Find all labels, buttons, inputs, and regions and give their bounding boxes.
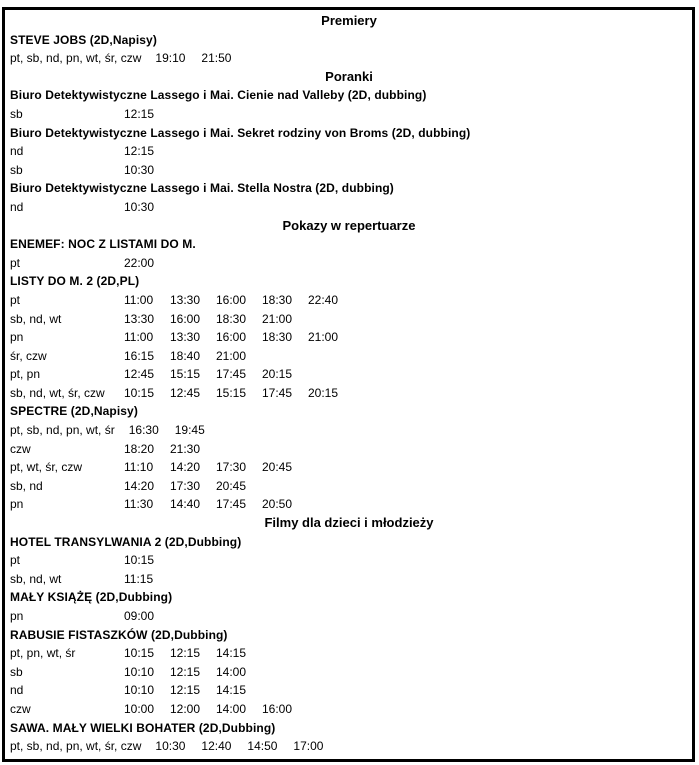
days-label: pt [10, 255, 21, 270]
days-label: pt [10, 292, 21, 307]
film-title: RABUSIE FISTASZKÓW (2D,Dubbing) [10, 627, 228, 642]
showtime: 17:45 [216, 367, 247, 382]
showtime-row [10, 142, 688, 161]
days-label: nd [10, 144, 24, 159]
showtime: 19:45 [174, 423, 205, 438]
showtime-row [10, 570, 688, 589]
showtime-row [10, 700, 688, 719]
showtime: 10:15 [124, 553, 155, 568]
showtime-row [10, 161, 688, 180]
showtime: 13:30 [170, 330, 201, 345]
showtime: 18:30 [216, 311, 247, 326]
showtime: 22:40 [308, 292, 339, 307]
showtime-row [10, 607, 688, 626]
showtime: 12:45 [124, 367, 155, 382]
showtime: 11:00 [124, 292, 154, 307]
schedule-content [5, 10, 692, 756]
showtime: 20:45 [262, 460, 293, 475]
showtime-row [10, 644, 688, 663]
showtime: 18:30 [262, 292, 293, 307]
showtime: 09:00 [124, 609, 155, 623]
showtime: 11:10 [124, 460, 154, 475]
showtime-row [10, 477, 688, 496]
showtime: 12:00 [170, 701, 201, 716]
days-label: pn [10, 330, 24, 345]
showtime-row [10, 347, 688, 366]
showtime: 22:00 [124, 255, 155, 270]
showtime: 13:30 [170, 292, 201, 307]
showtime: 18:30 [262, 330, 293, 345]
section-header: Filmy dla dzieci i młodzieży [264, 515, 434, 531]
showtime: 21:00 [308, 330, 339, 345]
showtime: 12:15 [124, 106, 155, 121]
days-label: pt [10, 553, 21, 568]
showtime-row [10, 440, 688, 459]
showtime-row [10, 49, 688, 68]
showtime: 14:00 [216, 664, 247, 679]
showtime: 16:00 [216, 292, 247, 307]
showtime: 10:30 [124, 162, 155, 177]
days-label: nd [10, 199, 24, 214]
film-title: SPECTRE (2D,Napisy) [10, 404, 138, 419]
showtime: 12:40 [201, 739, 232, 754]
days-label: nd [10, 683, 24, 698]
showtime: 13:30 [124, 311, 155, 326]
showtime: 21:50 [201, 51, 232, 66]
film-title: Biuro Detektywistyczne Lassego i Mai. Cienie nad Valleby (2D, dubbing) [10, 88, 427, 103]
showtime: 20:45 [216, 478, 247, 493]
days-label: pn [10, 609, 24, 623]
days-label: pt, sb, nd, pn, wt, śr [10, 423, 115, 438]
showtime: 18:40 [170, 348, 201, 363]
showtime: 17:45 [262, 385, 293, 400]
days-label: pn [10, 497, 24, 512]
days-label: sb, nd, wt [10, 311, 62, 326]
showtime-row [10, 737, 688, 756]
days-label: śr, czw [10, 348, 47, 363]
film-title: LISTY DO M. 2 (2D,PL) [10, 274, 140, 289]
showtime-row [10, 421, 688, 440]
days-label: sb [10, 106, 23, 121]
showtime: 14:50 [247, 739, 278, 754]
showtime: 10:30 [155, 739, 186, 754]
showtime: 12:15 [170, 683, 201, 698]
showtime: 14:20 [170, 460, 201, 475]
showtime: 12:45 [170, 385, 201, 400]
days-label: sb, nd [10, 478, 43, 493]
showtime: 14:15 [216, 683, 247, 698]
showtime-row [10, 681, 688, 700]
showtime-row [10, 384, 688, 403]
showtime: 16:15 [124, 348, 155, 363]
showtime: 21:00 [262, 311, 293, 326]
document-border [2, 7, 695, 762]
film-title: STEVE JOBS (2D,Napisy) [10, 32, 157, 47]
showtime: 14:15 [216, 646, 247, 661]
showtime: 14:00 [216, 701, 247, 716]
showtime: 12:15 [170, 664, 201, 679]
showtime: 10:30 [124, 199, 155, 214]
showtime: 20:15 [262, 367, 293, 382]
showtime: 10:15 [124, 385, 155, 400]
film-title: Biuro Detektywistyczne Lassego i Mai. Stella Nostra (2D, dubbing) [10, 181, 394, 196]
showtime: 10:10 [124, 683, 155, 698]
showtime: 16:00 [170, 311, 201, 326]
days-label: sb, nd, wt [10, 571, 62, 586]
showtime: 14:40 [170, 497, 201, 512]
section-header: Poranki [325, 68, 373, 84]
showtime-row [10, 663, 688, 682]
showtime: 11:30 [124, 497, 154, 512]
days-label: czw [10, 701, 31, 716]
showtime-row [10, 105, 688, 124]
days-label: czw [10, 441, 31, 456]
showtime: 21:00 [216, 348, 247, 363]
film-title: MAŁY KSIĄŻĘ (2D,Dubbing) [10, 590, 173, 605]
showtime: 15:15 [216, 385, 247, 400]
film-title: HOTEL TRANSYLWANIA 2 (2D,Dubbing) [10, 534, 242, 549]
showtime-row [10, 551, 688, 570]
showtime: 17:00 [293, 739, 324, 754]
showtime: 10:15 [124, 646, 155, 661]
showtime-row [10, 291, 688, 310]
showtime: 20:15 [308, 385, 339, 400]
showtime: 11:15 [124, 571, 154, 586]
showtime-row [10, 495, 688, 514]
showtime: 17:30 [216, 460, 247, 475]
showtime: 10:10 [124, 664, 155, 679]
showtime-row [10, 328, 688, 347]
showtime-row [10, 198, 688, 217]
days-label: pt, sb, nd, pn, wt, śr, czw [10, 739, 142, 754]
days-label: sb [10, 664, 23, 679]
showtime-row [10, 365, 688, 384]
days-label: sb [10, 162, 23, 177]
days-label: sb, nd, wt, śr, czw [10, 385, 105, 400]
showtime: 14:20 [124, 478, 155, 493]
section-header: Premiery [321, 13, 377, 28]
showtime: 21:30 [170, 441, 201, 456]
showtime: 12:15 [170, 646, 201, 661]
showtime-row [10, 310, 688, 329]
showtime: 20:50 [262, 497, 293, 512]
days-label: pt, wt, śr, czw [10, 460, 83, 475]
showtime: 16:30 [128, 423, 159, 438]
days-label: pt, pn [10, 367, 41, 382]
section-header: Pokazy w repertuarze [282, 217, 416, 233]
days-label: pt, sb, nd, pn, wt, śr, czw [10, 51, 142, 66]
showtime: 17:45 [216, 497, 247, 512]
film-title: ENEMEF: NOC Z LISTAMI DO M. [10, 237, 196, 252]
showtime: 12:15 [124, 144, 155, 159]
film-title: SAWA. MAŁY WIELKI BOHATER (2D,Dubbing) [10, 720, 276, 735]
showtime: 16:00 [262, 701, 293, 716]
showtime: 18:20 [124, 441, 155, 456]
film-title: Biuro Detektywistyczne Lassego i Mai. Sekret rodziny von Broms (2D, dubbing) [10, 125, 471, 140]
showtime: 19:10 [155, 51, 186, 66]
showtime: 17:30 [170, 478, 201, 493]
showtime-row [10, 458, 688, 477]
showtime: 11:00 [124, 330, 154, 345]
showtime: 16:00 [216, 330, 247, 345]
showtime-row [10, 254, 688, 273]
showtime: 15:15 [170, 367, 201, 382]
days-label: pt, pn, wt, śr [10, 646, 76, 661]
showtime: 10:00 [124, 701, 155, 716]
